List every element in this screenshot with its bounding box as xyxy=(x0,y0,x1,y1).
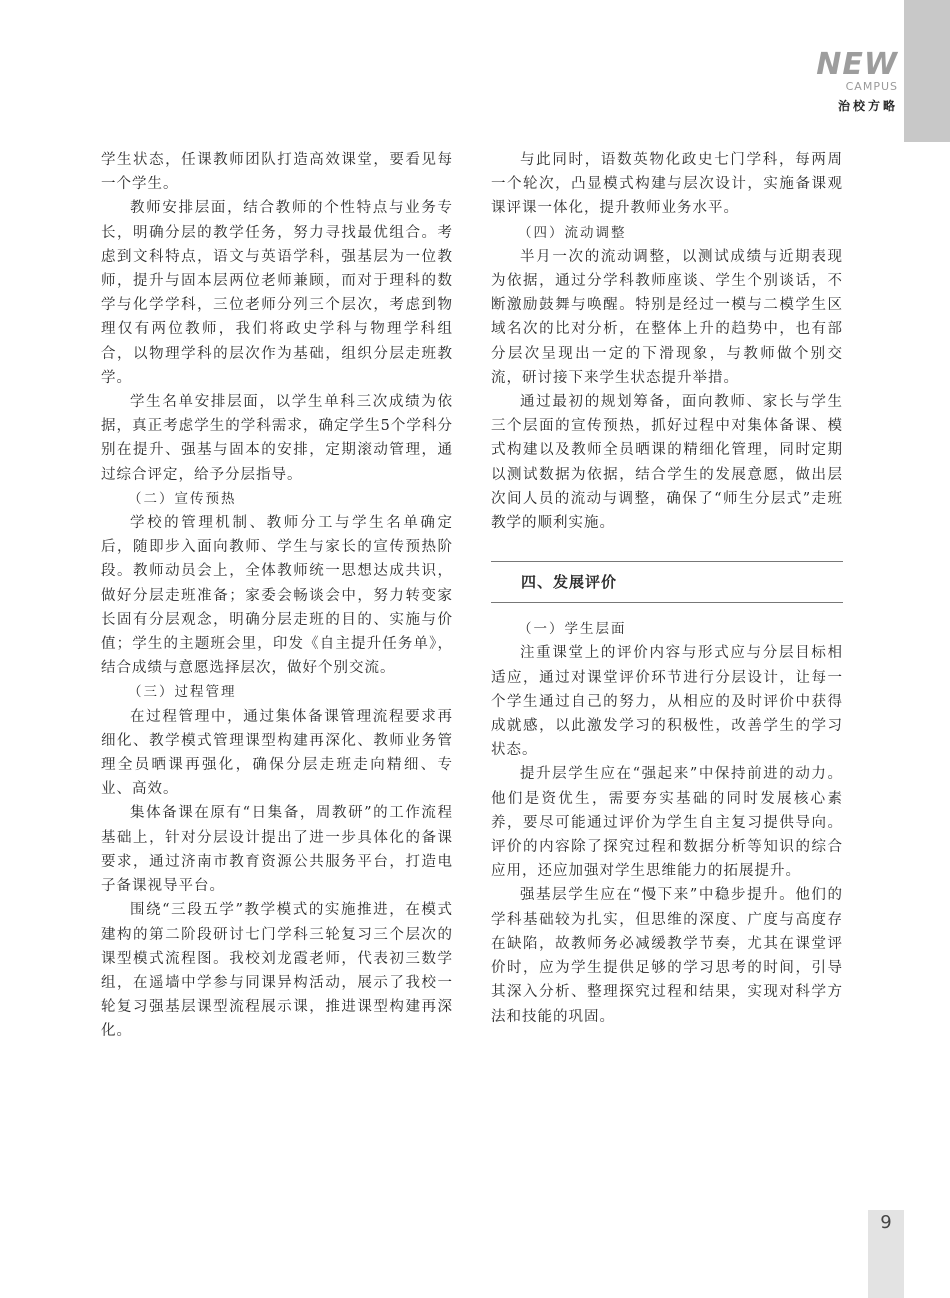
subheading: （三）过程管理 xyxy=(128,684,237,701)
paragraph: 注重课堂上的评价内容与形式应与分层目标相适应，通过对课堂评价环节进行分层设计，让每一个学生通过自己的努力，从相应的及时评价中获得成就感，以此激发学习的积极性，改善学生的学习状态。 xyxy=(491,645,843,759)
paragraph: 学校的管理机制、教师分工与学生名单确定后，随即步入面向教师、学生与家长的宣传预热阶段。教师动员会上，全体教师统一思想达成共识，做好分层走班准备；家委会畅谈会中，努力转变家长固有分层观念，明确分层走班的目的、实施与价值；学生的主题班会里，印发《自主提升任务单》，结合成绩与意愿选择层次，做好个别交流。 xyxy=(101,515,453,677)
header-gray-tab xyxy=(904,0,950,142)
paragraph: 半月一次的流动调整，以测试成绩与近期表现为依据，通过分学科教师座谈、学生个别谈话，不断激励鼓舞与唤醒。特别是经过一模与二模学生区域名次的比对分析，在整体上升的趋势中，也有部分层次呈现出一定的下滑现象，与教师做个别交流，研讨接下来学生状态提升举措。 xyxy=(491,248,843,386)
section-name: 治校方略 xyxy=(837,99,898,113)
brand-campus-logo: CAMPUS xyxy=(845,80,898,93)
paragraph: 在过程管理中，通过集体备课管理流程要求再细化、教学模式管理课型构建再深化、教师业务管理全员晒课再强化，确保分层走班走向精细、专业、高效。 xyxy=(101,708,453,798)
paragraph: 提升层学生应在“强起来”中保持前进的动力。他们是资优生，需要夯实基础的同时发展核心素养，要尽可能通过评价为学生自主复习提供导向。评价的内容除了探究过程和数据分析等知识的综合应用，还应加强对学生思维能力的拓展提升。 xyxy=(491,766,843,880)
paragraph: 通过最初的规划筹备，面向教师、家长与学生三个层面的宣传预热，抓好过程中对集体备课、模式构建以及教师全员晒课的精细化管理，同时定期以测试数据为依据，结合学生的发展意愿，做出层次间人员的流动与调整，确保了“师生分层式”走班教学的顺利实施。 xyxy=(491,394,843,532)
paragraph: 与此同时，语数英物化政史七门学科，每两周一个轮次，凸显模式构建与层次设计，实施备课观课评课一体化，提升教师业务水平。 xyxy=(491,152,843,217)
paragraph: 学生状态，任课教师团队打造高效课堂，要看见每一个学生。 xyxy=(101,152,453,193)
right-column xyxy=(491,148,843,1029)
subheading: （二）宣传预热 xyxy=(128,490,237,507)
brand-new-logo: NEW xyxy=(816,47,898,82)
left-column xyxy=(101,148,453,1044)
magazine-brand xyxy=(816,47,898,116)
paragraph: 围绕“三段五学”教学模式的实施推进，在模式建构的第二阶段研讨七门学科三轮复习三个层次的课型模式流程图。我校刘龙霞老师，代表初三数学组，在遥墙中学参与同课异构活动，展示了我校一轮复习强基层课型流程展示课，推进课型构建再深化。 xyxy=(101,902,453,1040)
subheading: （一）学生层面 xyxy=(518,621,627,638)
paragraph: 教师安排层面，结合教师的个性特点与业务专长，明确分层的教学任务，努力寻找最优组合。考虑到文科特点，语文与英语学科，强基层为一位教师，提升与固本层两位老师兼顾，而对于理科的数学与化学学科，三位老师分列三个层次，考虑到物理仅有两位教师，我们将政史学科与物理学科组合，以物理学科的层次作为基础，组织分层走班教学。 xyxy=(101,200,453,386)
paragraph: 强基层学生应在“慢下来”中稳步提升。他们的学科基础较为扎实，但思维的深度、广度与高度存在缺陷，故教师务必减缓教学节奏，尤其在课堂评价时，应为学生提供足够的学习思考的时间，引导其深入分析、整理探究过程和结果，实现对科学方法和技能的巩固。 xyxy=(491,887,843,1025)
paragraph: 学生名单安排层面，以学生单科三次成绩为依据，真正考虑学生的学科需求，确定学生5个学科分别在提升、强基与固本的安排，定期滚动管理，通过综合评定，给予分层指导。 xyxy=(101,394,453,483)
subheading: （四）流动调整 xyxy=(518,224,627,241)
page-number: 9 xyxy=(880,1212,892,1233)
paragraph: 集体备课在原有“日集备，周教研”的工作流程基础上，针对分层设计提出了进一步具体化的备课要求，通过济南市教育资源公共服务平台，打造电子备课视导平台。 xyxy=(101,805,453,895)
section-heading: 四、发展评价 xyxy=(491,561,843,603)
